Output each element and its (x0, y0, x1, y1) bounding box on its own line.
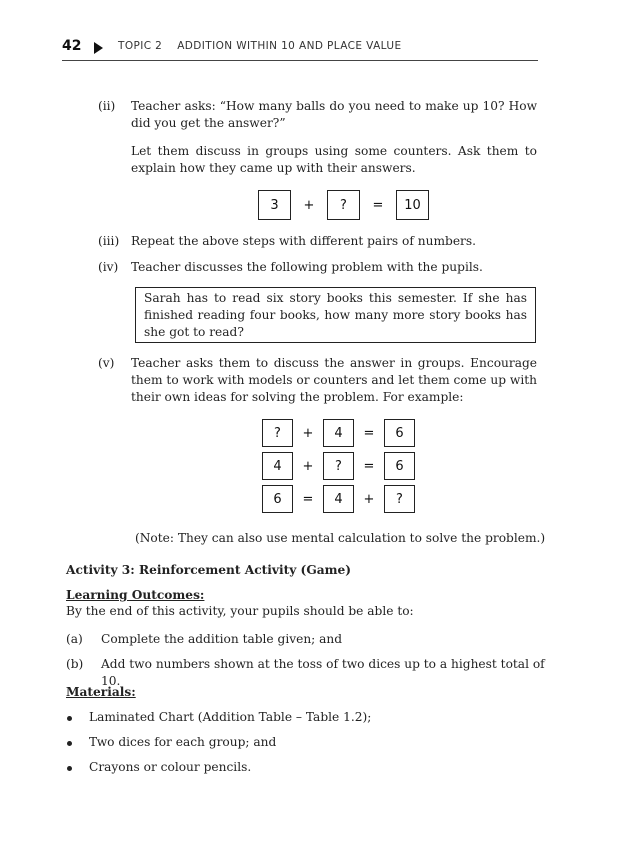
equation-box: 3 (258, 190, 291, 220)
equation-operator: + (303, 197, 315, 213)
equation-box: 6 (384, 452, 415, 480)
step-ii-followup: Let them discuss in groups using some counters. Ask them to explain how they came up with their answers. (131, 144, 537, 175)
equation-operator: + (363, 491, 375, 507)
equation-operator: = (363, 458, 375, 474)
outcome-a-text: Complete the addition table given; and (101, 632, 343, 646)
step-ii-text: Teacher asks: “How many balls do you need to make up 10? How did you get the answer?” (131, 99, 537, 130)
equation-operator: + (302, 458, 314, 474)
equation-main (258, 190, 429, 220)
step-iv-label: (iv) (98, 260, 119, 274)
equation-box: ? (323, 452, 354, 480)
equation-box: 6 (262, 485, 293, 513)
materials-heading: Materials: (66, 685, 136, 699)
step-v-text: Teacher asks them to discuss the answer in groups. Encourage them to work with models or counters and let them come up with their own ideas for solving the problem. For example: (131, 356, 537, 404)
step-iv-text: Teacher discusses the following problem with the pupils. (131, 260, 483, 274)
bullet-icon (67, 766, 72, 771)
equation-grid (262, 419, 415, 513)
equation-operator: = (302, 491, 314, 507)
equation-row (262, 452, 415, 480)
equation-row (262, 485, 415, 513)
equation-box: ? (327, 190, 360, 220)
bullet-icon (67, 716, 72, 721)
outcome-b-label: (b) (66, 657, 84, 671)
bullet-icon (67, 741, 72, 746)
equation-operator: = (363, 425, 375, 441)
equation-box: 4 (323, 419, 354, 447)
step-iii-label: (iii) (98, 234, 120, 248)
equation-box: 6 (384, 419, 415, 447)
material-item: Crayons or colour pencils. (89, 760, 252, 774)
outcome-b-text: Add two numbers shown at the toss of two dices up to a highest total of 10. (101, 657, 545, 688)
play-arrow-icon (94, 42, 103, 54)
outcome-a-label: (a) (66, 632, 83, 646)
topic-title: TOPIC 2 ADDITION WITHIN 10 AND PLACE VALUE (118, 40, 402, 52)
equation-operator: = (372, 197, 384, 213)
step-iii-text: Repeat the above steps with different pairs of numbers. (131, 234, 476, 248)
problem-box: Sarah has to read six story books this semester. If she has finished reading four books, how many more story books has she got to read? (135, 287, 536, 343)
equation-box: 4 (323, 485, 354, 513)
equation-box: ? (262, 419, 293, 447)
material-item: Laminated Chart (Addition Table – Table 1.2); (89, 710, 372, 724)
equation-operator: + (302, 425, 314, 441)
activity-title: Activity 3: Reinforcement Activity (Game) (66, 563, 352, 577)
learning-outcomes-heading: Learning Outcomes: (66, 588, 205, 602)
equation-box: ? (384, 485, 415, 513)
step-v-label: (v) (98, 356, 115, 370)
outcomes-intro: By the end of this activity, your pupils should be able to: (66, 604, 414, 618)
page-header (62, 38, 538, 61)
page-number: 42 (62, 38, 82, 54)
equation-row (262, 419, 415, 447)
step-ii-label: (ii) (98, 99, 116, 113)
equation-box: 10 (396, 190, 429, 220)
equation-box: 4 (262, 452, 293, 480)
material-item: Two dices for each group; and (89, 735, 277, 749)
note-text: (Note: They can also use mental calculation to solve the problem.) (135, 531, 546, 545)
